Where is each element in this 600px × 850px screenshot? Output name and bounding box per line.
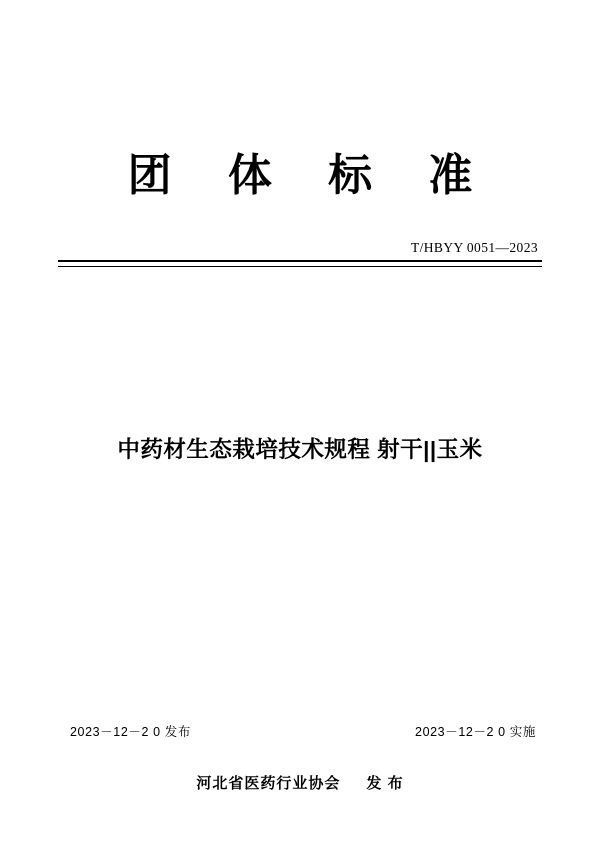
cover-heading: 团 体 标 准: [127, 151, 495, 200]
publisher-name: 河北省医药行业协会: [196, 775, 341, 792]
document-title: 中药材生态栽培技术规程 射干||玉米: [117, 437, 483, 462]
issue-date: 2023－12－2 0 发布: [70, 725, 191, 739]
header-rule-thin: [58, 266, 542, 267]
header-rule-thick: [58, 260, 542, 262]
publisher-line: [0, 772, 600, 793]
effective-date: 2023－12－2 0 实施: [415, 725, 536, 739]
dates-row: [58, 722, 542, 740]
publisher-action: 发 布: [366, 775, 404, 792]
standard-number: T/HBYY 0051—2023: [410, 240, 538, 255]
